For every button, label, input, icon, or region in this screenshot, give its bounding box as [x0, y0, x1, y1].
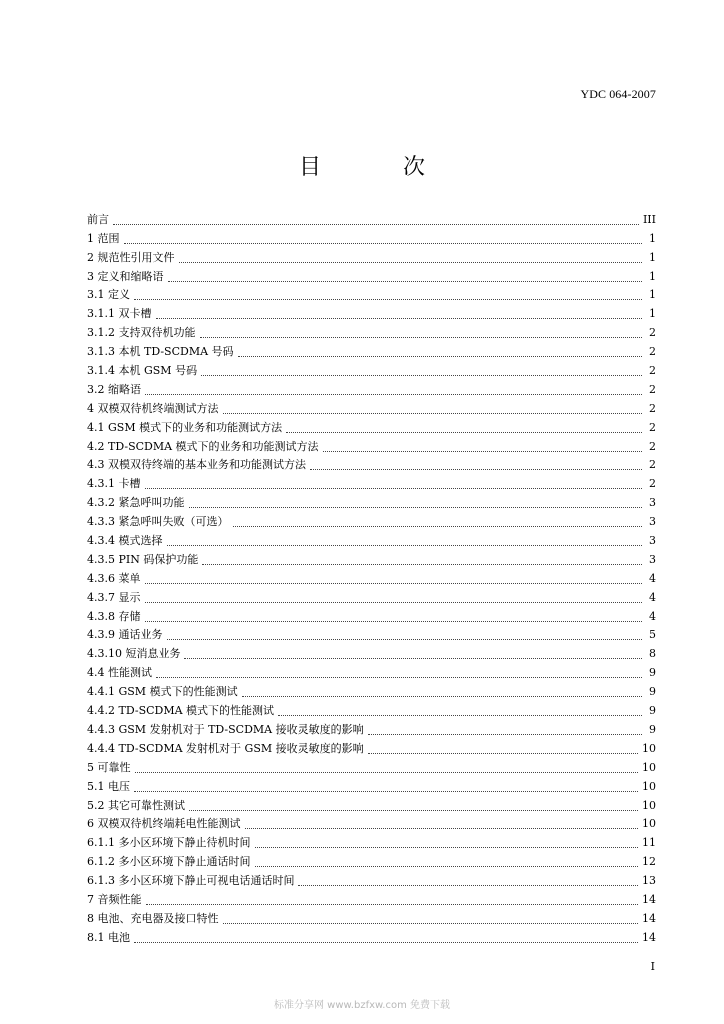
- toc-entry-page: 3: [649, 496, 656, 510]
- toc-entry[interactable]: [87, 907, 656, 926]
- toc-entry-label: 3.1.2 支持双待机功能: [87, 326, 196, 340]
- toc-entry-page: 10: [642, 798, 656, 812]
- toc-entry[interactable]: [87, 775, 656, 794]
- toc-entry-page: 2: [649, 458, 656, 472]
- toc-entry-page: 1: [649, 269, 656, 283]
- toc-entry-label: 3.1.4 本机 GSM 号码: [87, 364, 198, 378]
- toc-dot-leader: [245, 827, 639, 829]
- toc-heading: 目 次: [298, 155, 455, 180]
- toc-entry[interactable]: [87, 850, 656, 869]
- toc-entry-page: 9: [649, 685, 656, 699]
- toc-entry-label: 4.3.7 显示: [87, 590, 141, 604]
- document-code: YDC 064-2007: [580, 87, 656, 101]
- toc-entry-page: 1: [649, 250, 656, 264]
- watermark: 标准分享网 www.bzfxw.com 免费下载: [274, 1000, 450, 1011]
- toc-entry[interactable]: [87, 302, 656, 321]
- toc-entry-label: 4.4 性能测试: [87, 666, 152, 680]
- toc-entry-label: 4.3.8 存储: [87, 609, 141, 623]
- toc-entry-page: 1: [649, 288, 656, 302]
- toc-entry-label: 3.1 定义: [87, 288, 130, 302]
- toc-entry[interactable]: [87, 472, 656, 491]
- toc-entry[interactable]: [87, 661, 656, 680]
- toc-entry[interactable]: [87, 340, 656, 359]
- toc-entry[interactable]: [87, 756, 656, 775]
- toc-dot-leader: [286, 431, 642, 433]
- toc-entry-page: 14: [642, 892, 656, 906]
- toc-entry-label: 4.1 GSM 模式下的业务和功能测试方法: [87, 420, 283, 434]
- toc-entry-label: 7 音频性能: [87, 892, 142, 906]
- toc-entry-page: 11: [642, 836, 656, 850]
- toc-dot-leader: [189, 506, 643, 508]
- toc-entry-label: 6.1.2 多小区环境下静止通话时间: [87, 855, 251, 869]
- toc-dot-leader: [134, 790, 638, 792]
- toc-entry-page: 10: [642, 779, 656, 793]
- toc-dot-leader: [310, 468, 642, 470]
- toc-dot-leader: [255, 846, 639, 848]
- toc-dot-leader: [156, 676, 642, 678]
- page-number: I: [650, 960, 655, 973]
- toc-dot-leader: [135, 771, 639, 773]
- toc-entry[interactable]: [87, 359, 656, 378]
- toc-entry[interactable]: [87, 699, 656, 718]
- toc-entry-page: 2: [649, 382, 656, 396]
- toc-entry[interactable]: [87, 624, 656, 643]
- toc-entry-label: 4.4.2 TD-SCDMA 模式下的性能测试: [87, 704, 275, 718]
- toc-entry[interactable]: [87, 926, 656, 945]
- toc-entry[interactable]: [87, 718, 656, 737]
- toc-entry[interactable]: [87, 284, 656, 303]
- toc-dot-leader: [368, 733, 642, 735]
- toc-entry[interactable]: [87, 605, 656, 624]
- table-of-contents: [87, 208, 656, 945]
- toc-entry[interactable]: [87, 246, 656, 265]
- toc-entry[interactable]: [87, 642, 656, 661]
- toc-entry-label: 4.3.4 模式选择: [87, 534, 163, 548]
- toc-entry-label: 4 双模双待机终端测试方法: [87, 401, 219, 415]
- toc-entry-label: 4.4.4 TD-SCDMA 发射机对于 GSM 接收灵敏度的影响: [87, 741, 364, 755]
- toc-entry-label: 5 可靠性: [87, 760, 131, 774]
- toc-entry[interactable]: [87, 737, 656, 756]
- toc-dot-leader: [179, 261, 643, 263]
- toc-entry-page: 8: [649, 647, 656, 661]
- toc-entry-page: 10: [642, 741, 656, 755]
- toc-entry[interactable]: [87, 397, 656, 416]
- toc-entry-page: III: [642, 212, 656, 226]
- toc-entry[interactable]: [87, 454, 656, 473]
- toc-dot-leader: [156, 317, 643, 319]
- toc-entry-page: 2: [649, 477, 656, 491]
- toc-entry-page: 9: [649, 666, 656, 680]
- toc-entry-label: 4.3.5 PIN 码保护功能: [87, 552, 199, 566]
- toc-entry-page: 12: [642, 855, 656, 869]
- toc-entry-label: 5.2 其它可靠性测试: [87, 798, 185, 812]
- toc-entry-label: 1 范围: [87, 231, 120, 245]
- toc-dot-leader: [278, 714, 642, 716]
- toc-entry-label: 4.3.2 紧急呼叫功能: [87, 496, 185, 510]
- toc-entry-label: 3.1.1 双卡槽: [87, 307, 152, 321]
- toc-entry-label: 4.3.1 卡槽: [87, 477, 141, 491]
- toc-entry-page: 2: [649, 345, 656, 359]
- toc-entry-label: 6 双模双待机终端耗电性能测试: [87, 817, 241, 831]
- toc-dot-leader: [298, 884, 638, 886]
- toc-dot-leader: [124, 242, 643, 244]
- toc-entry-page: 14: [642, 930, 656, 944]
- toc-dot-leader: [200, 336, 643, 338]
- toc-entry[interactable]: [87, 586, 656, 605]
- toc-entry-label: 6.1.3 多小区环境下静止可视电话通话时间: [87, 874, 295, 888]
- toc-entry-label: 3.2 缩略语: [87, 382, 141, 396]
- toc-dot-leader: [146, 903, 639, 905]
- toc-entry-label: 3 定义和缩略语: [87, 269, 164, 283]
- toc-dot-leader: [113, 223, 639, 225]
- toc-entry[interactable]: [87, 813, 656, 832]
- toc-entry-label: 4.4.3 GSM 发射机对于 TD-SCDMA 接收灵敏度的影响: [87, 722, 364, 736]
- toc-dot-leader: [167, 638, 643, 640]
- toc-entry-label: 4.2 TD-SCDMA 模式下的业务和功能测试方法: [87, 439, 319, 453]
- toc-dot-leader: [134, 941, 638, 943]
- toc-entry-label: 4.3.3 紧急呼叫失败（可选）: [87, 515, 229, 529]
- toc-entry-label: 4.3.6 菜单: [87, 571, 141, 585]
- toc-entry-page: 2: [649, 326, 656, 340]
- toc-dot-leader: [202, 563, 642, 565]
- toc-dot-leader: [255, 865, 639, 867]
- toc-entry[interactable]: [87, 888, 656, 907]
- toc-dot-leader: [368, 752, 638, 754]
- toc-entry-page: 2: [649, 439, 656, 453]
- toc-dot-leader: [223, 412, 643, 414]
- toc-dot-leader: [145, 487, 643, 489]
- toc-dot-leader: [242, 695, 642, 697]
- toc-entry-page: 5: [649, 628, 656, 642]
- toc-entry-label: 3.1.3 本机 TD-SCDMA 号码: [87, 345, 234, 359]
- toc-entry-label: 4.3.10 短消息业务: [87, 647, 181, 661]
- toc-entry-page: 14: [642, 911, 656, 925]
- toc-entry-page: 2: [649, 401, 656, 415]
- toc-dot-leader: [134, 298, 642, 300]
- toc-dot-leader: [184, 657, 642, 659]
- toc-dot-leader: [238, 355, 642, 357]
- toc-entry-page: 10: [642, 817, 656, 831]
- toc-entry[interactable]: [87, 869, 656, 888]
- toc-entry-label: 4.3 双模双待终端的基本业务和功能测试方法: [87, 458, 306, 472]
- toc-entry-page: 2: [649, 420, 656, 434]
- toc-entry-page: 1: [649, 231, 656, 245]
- toc-entry-page: 4: [649, 609, 656, 623]
- toc-entry-page: 4: [649, 590, 656, 604]
- toc-entry-page: 13: [642, 874, 656, 888]
- toc-entry[interactable]: [87, 378, 656, 397]
- toc-dot-leader: [168, 280, 643, 282]
- toc-entry-label: 2 规范性引用文件: [87, 250, 175, 264]
- toc-entry[interactable]: [87, 680, 656, 699]
- toc-entry-page: 1: [649, 307, 656, 321]
- toc-dot-leader: [223, 922, 639, 924]
- toc-dot-leader: [189, 809, 638, 811]
- toc-entry-page: 3: [649, 552, 656, 566]
- toc-entry-label: 5.1 电压: [87, 779, 130, 793]
- toc-dot-leader: [145, 601, 643, 603]
- toc-entry[interactable]: [87, 435, 656, 454]
- toc-entry[interactable]: [87, 227, 656, 246]
- toc-entry[interactable]: [87, 831, 656, 850]
- toc-entry-page: 9: [649, 704, 656, 718]
- toc-entry[interactable]: [87, 548, 656, 567]
- toc-entry-label: 6.1.1 多小区环境下静止待机时间: [87, 836, 251, 850]
- toc-entry-page: 3: [649, 534, 656, 548]
- toc-dot-leader: [145, 620, 643, 622]
- toc-entry[interactable]: [87, 529, 656, 548]
- toc-dot-leader: [167, 544, 643, 546]
- toc-entry[interactable]: [87, 794, 656, 813]
- toc-entry-page: 10: [642, 760, 656, 774]
- toc-entry[interactable]: [87, 208, 656, 227]
- toc-dot-leader: [323, 450, 642, 452]
- toc-entry[interactable]: [87, 567, 656, 586]
- toc-entry-label: 4.4.1 GSM 模式下的性能测试: [87, 685, 238, 699]
- toc-dot-leader: [145, 582, 643, 584]
- toc-entry-label: 前言: [87, 212, 109, 226]
- toc-entry[interactable]: [87, 321, 656, 340]
- toc-entry-label: 8.1 电池: [87, 930, 130, 944]
- toc-dot-leader: [145, 393, 642, 395]
- toc-dot-leader: [201, 374, 642, 376]
- toc-entry-page: 2: [649, 364, 656, 378]
- toc-entry[interactable]: [87, 510, 656, 529]
- toc-entry-page: 9: [649, 722, 656, 736]
- toc-dot-leader: [233, 525, 643, 527]
- toc-entry-page: 4: [649, 571, 656, 585]
- toc-entry-label: 4.3.9 通话业务: [87, 628, 163, 642]
- toc-entry[interactable]: [87, 491, 656, 510]
- toc-entry[interactable]: [87, 265, 656, 284]
- toc-entry-label: 8 电池、充电器及接口特性: [87, 911, 219, 925]
- toc-entry[interactable]: [87, 416, 656, 435]
- toc-entry-page: 3: [649, 515, 656, 529]
